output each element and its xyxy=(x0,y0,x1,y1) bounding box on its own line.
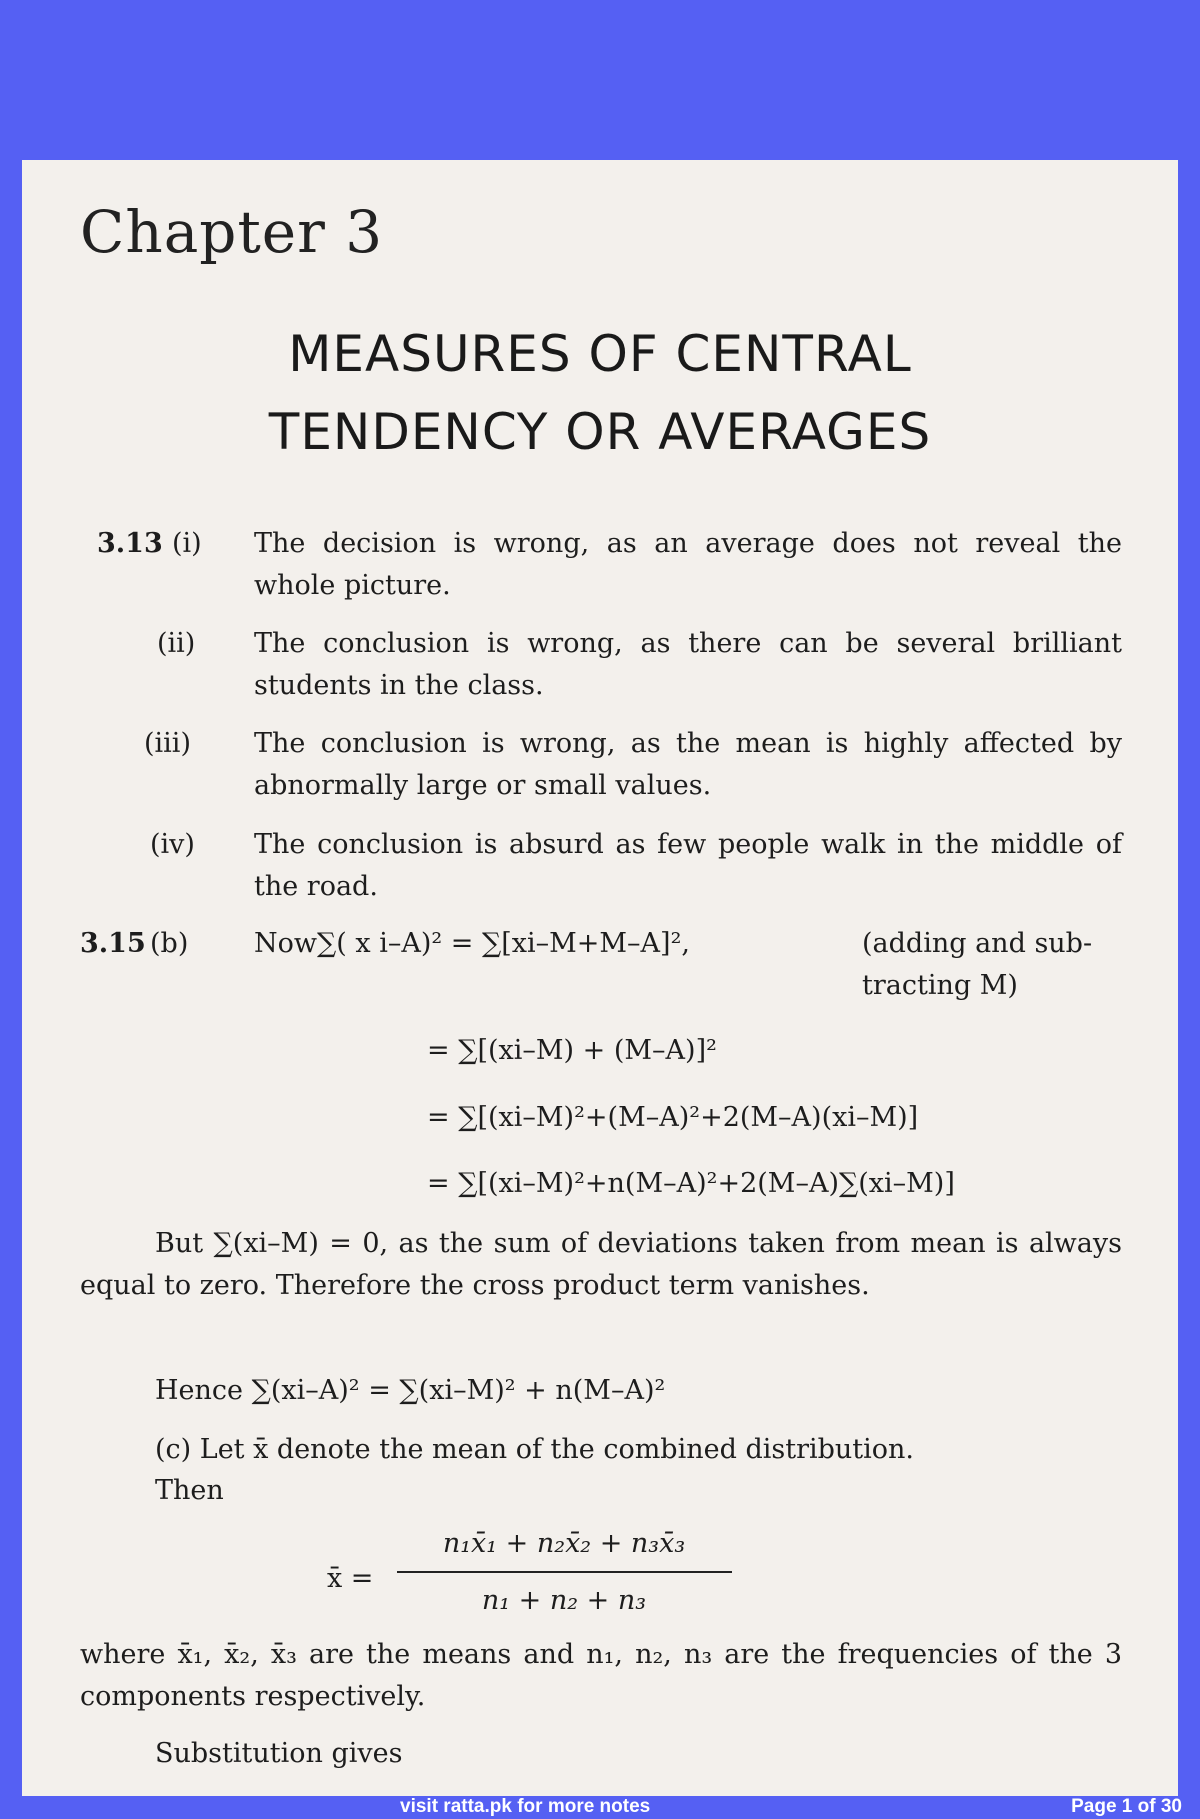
item-ii-label: (ii) xyxy=(157,628,196,659)
xbar-lhs: x̄ = xyxy=(327,1563,374,1594)
document-page xyxy=(22,160,1178,1796)
footer-bar xyxy=(0,1796,1200,1819)
paragraph-where: where x̄₁, x̄₂, x̄₃ are the means and n₁, n₂, n₃ are the frequencies of the 3 components respectively. xyxy=(80,1639,1122,1712)
fraction-bar xyxy=(397,1571,732,1573)
question-3-15-label: 3.15 xyxy=(80,928,146,959)
item-iv-label: (iv) xyxy=(150,829,195,860)
hence-equation: Hence ∑(xi–A)² = ∑(xi–M)² + n(M–A)² xyxy=(155,1375,666,1406)
substitution-line: Substitution gives xyxy=(155,1738,403,1769)
item-b-label: (b) xyxy=(150,928,189,959)
fraction-denominator: n₁ + n₂ + n₃ xyxy=(481,1585,647,1616)
equation-note: (adding and sub-tracting M) xyxy=(862,928,1093,1001)
title-line-2: TENDENCY OR AVERAGES xyxy=(268,403,932,461)
page-indicator: Page 1 of 30 xyxy=(1071,1796,1182,1817)
item-i-text: The decision is wrong, as an average does not reveal the whole picture. xyxy=(254,528,1122,601)
footer-site-note[interactable]: visit ratta.pk for more notes xyxy=(400,1796,651,1817)
then-line: Then xyxy=(155,1475,224,1506)
equation-line-2: = ∑[(xi–M) + (M–A)]² xyxy=(427,1035,717,1066)
question-3-13-label: 3.13 xyxy=(97,528,163,559)
item-iii-label: (iii) xyxy=(144,728,191,759)
item-i-label: (i) xyxy=(172,528,202,559)
paragraph-but: But ∑(xi–M) = 0, as the sum of deviations taken from mean is always equal to zero. Therefore the cross product term vanishes. xyxy=(80,1228,1122,1301)
title-line-1: MEASURES OF CENTRAL xyxy=(288,325,912,383)
item-iv-text: The conclusion is absurd as few people walk in the middle of the road. xyxy=(254,829,1122,902)
item-ii-text: The conclusion is wrong, as there can be several brilliant students in the class. xyxy=(254,628,1122,701)
equation-line-4: = ∑[(xi–M)²+n(M–A)²+2(M–A)∑(xi–M)] xyxy=(427,1168,955,1199)
equation-line-1: Now∑( x i–A)² = ∑[xi–M+M–A]², xyxy=(254,928,690,959)
fraction-numerator: n₁x̄₁ + n₂x̄₂ + n₃x̄₃ xyxy=(442,1528,686,1559)
item-iii-text: The conclusion is wrong, as the mean is highly affected by abnormally large or small values. xyxy=(254,728,1122,801)
equation-line-3: = ∑[(xi–M)²+(M–A)²+2(M–A)(xi–M)] xyxy=(427,1102,919,1133)
part-c-line: (c) Let x̄ denote the mean of the combined distribution. xyxy=(155,1434,915,1465)
chapter-heading: Chapter 3 xyxy=(80,198,384,266)
